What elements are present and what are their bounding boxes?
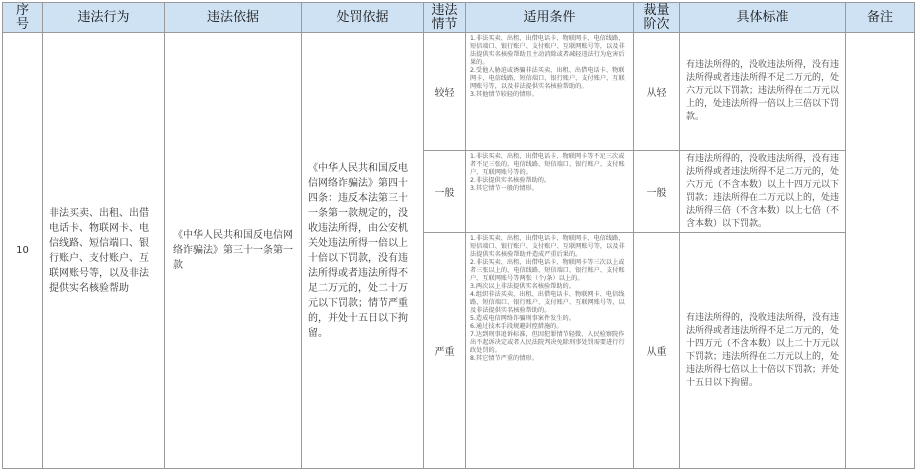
tier-plot-light: 较轻 [424, 33, 466, 151]
condition-item: 1.非法买卖、出租、出借电话卡、物联网卡、电信线路、短信端口、银行账户、支付账户、互联网账号等，以及非法提供实名核验帮助且主动消除或者减轻违法行为危害后果的。 [470, 35, 625, 66]
condition-item: 3.两次以上非法提供实名核验帮助的。 [470, 283, 575, 290]
tier-standard-light: 有违法所得的，没收违法所得，没有违法所得或者违法所得不足二万元的，处六万元以下罚款；违法所得在二万元以上的，处违法所得一倍以上三倍以下罚款。 [680, 33, 846, 151]
tier-standard-normal: 有违法所得的，没收违法所得，没有违法所得或者违法所得不足二万元的，处六万元（不含本数）以上十四万元以下罚款；违法所得在二万元以上的，处违法所得三倍（不含本数）以上七倍（不含本数）以下罚款。 [680, 151, 846, 233]
tier-conditions-light [466, 33, 634, 151]
condition-item: 1.非法买卖、出租、出借电话卡、物联网卡等不足三次或者不足三张的，电信线路、短信端口、银行账户、支付账户、互联网账号等的。 [470, 153, 625, 176]
header-level: 裁量 阶次 [634, 3, 680, 33]
table-row [3, 33, 915, 151]
condition-item: 1.非法买卖、出租、出借电话卡、物联网卡、电信线路、短信端口、银行账户、支付账户、互联网账号等，以及非法提供实名核验帮助并造成严重后果的。 [470, 235, 625, 258]
condition-item: 6.通过技术手段规避封控措施的。 [470, 323, 563, 330]
tier-conditions-normal [466, 151, 634, 233]
row-penalty-basis: 《中华人民共和国反电信网络诈骗法》第四十四条：违反本法第三十一条第一款规定的，没收违法所得，由公安机关处违法所得一倍以上十倍以下罚款，没有违法所得或者违法所得不足二万元的，处二十万元以下罚款；情节严重的，并处十五日以下拘留。 [302, 33, 424, 469]
row-behavior: 非法买卖、出租、出借电话卡、物联网卡、电信线路、短信端口、银行账户、支付账户、互联网账号等，以及非法提供实名核验帮助 [43, 33, 165, 469]
discretion-standard-table [2, 2, 915, 469]
tier-level-light: 从轻 [634, 33, 680, 151]
header-row [3, 3, 915, 33]
condition-item: 2.受他人胁迫或诱骗非法买卖、出租、出借电话卡、物联网卡、电信线路、短信端口、银行账户、支付账户、互联网账号等，以及非法提供实名核验帮助的。 [470, 67, 625, 90]
header-remark: 备注 [846, 3, 915, 33]
tier-conditions-serious [466, 233, 634, 469]
row-remark [846, 33, 915, 469]
row-basis: 《中华人民共和国反电信网络诈骗法》第三十一条第一款 [165, 33, 302, 469]
tier-standard-serious: 有违法所得的，没收违法所得，没有违法所得或者违法所得不足二万元的，处十四万元（不含本数）以上二十万元以下罚款；违法所得在二万元以上的，处违法所得七倍以上十倍以下罚款；并处十五日以下拘留。 [680, 233, 846, 469]
condition-item: 2.非法提供实名核验帮助的。 [470, 177, 551, 184]
header-penalty-basis: 处罚依据 [302, 3, 424, 33]
tier-level-normal: 一般 [634, 151, 680, 233]
header-basis: 违法依据 [165, 3, 302, 33]
tier-plot-serious: 严重 [424, 233, 466, 469]
condition-item: 5.造成电信网络诈骗刑事案件发生的。 [470, 315, 575, 322]
condition-item: 8.其它情节严重的情形。 [470, 355, 538, 362]
header-standard: 具体标准 [680, 3, 846, 33]
condition-item: 3.其它情节一般的情形。 [470, 185, 538, 192]
condition-item: 4.组织非法买卖、出租、出借电话卡、物联网卡、电信线路、短信端口、银行账户、支付账户、互联网账号等，以及非法提供实名核验帮助的。 [470, 291, 625, 314]
header-seq: 序 号 [3, 3, 43, 33]
header-conditions: 适用条件 [466, 3, 634, 33]
tier-plot-normal: 一般 [424, 151, 466, 233]
condition-item: 2.非法买卖、出租、出借电话卡、物联网卡等三次以上或者三张以上的，电信线路、短信端口、银行账户、支付账户、互联网账号等两张（个/条）以上的。 [470, 259, 625, 282]
row-seq: 10 [3, 33, 43, 469]
condition-item: 7.达到刑事追诉标准，但因犯罪情节轻微，人民检察院作出不起诉决定或者人民法院判决免除刑事处罚需要进行行政处罚的。 [470, 331, 625, 354]
header-behavior: 违法行为 [43, 3, 165, 33]
tier-level-serious: 从重 [634, 233, 680, 469]
header-plot: 违法 情节 [424, 3, 466, 33]
condition-item: 3.其他情节较轻的情形。 [470, 91, 538, 98]
